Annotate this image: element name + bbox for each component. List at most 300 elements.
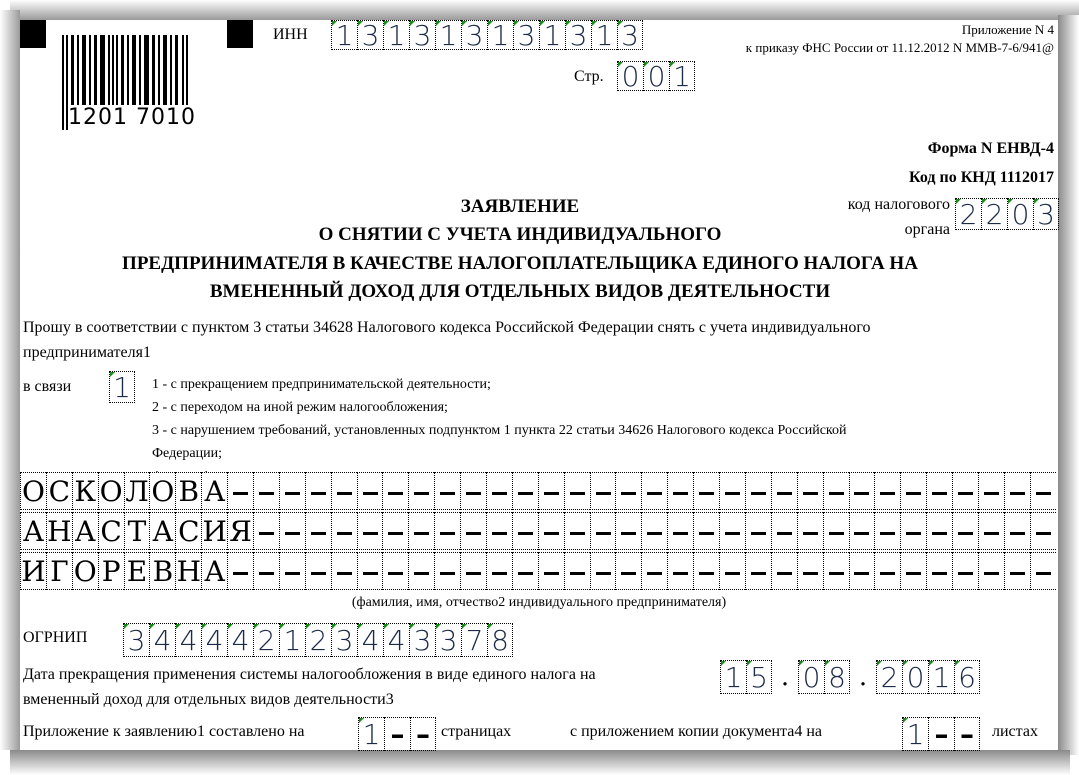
digit-value: 3 xyxy=(517,19,536,52)
letter-cell[interactable] xyxy=(46,512,72,550)
digit-cell[interactable] xyxy=(902,717,928,751)
empty-cell[interactable] xyxy=(538,472,564,510)
empty-cell[interactable] xyxy=(745,552,771,590)
letter-value: О xyxy=(21,475,45,508)
dash-icon xyxy=(311,572,326,575)
page-number-field[interactable] xyxy=(617,61,695,91)
empty-cell[interactable] xyxy=(849,512,875,550)
digit-cell[interactable] xyxy=(253,623,279,657)
empty-cell[interactable] xyxy=(952,472,978,510)
digit-cell[interactable] xyxy=(539,20,565,50)
empty-cell[interactable] xyxy=(771,512,797,550)
corner-mark-icon xyxy=(540,21,545,26)
empty-cell[interactable] xyxy=(900,512,926,550)
empty-cell[interactable] xyxy=(823,552,849,590)
corner-mark-icon xyxy=(436,21,441,26)
digit-cell[interactable] xyxy=(227,623,253,657)
digit-cell[interactable] xyxy=(435,623,461,657)
letter-cell[interactable] xyxy=(175,472,201,510)
digit-cell[interactable] xyxy=(175,623,201,657)
empty-cell[interactable] xyxy=(408,472,434,510)
digit-cell[interactable] xyxy=(123,623,149,657)
empty-cell[interactable] xyxy=(434,472,460,510)
empty-cell[interactable] xyxy=(434,512,460,550)
digit-cell[interactable] xyxy=(1033,198,1059,230)
corner-mark-icon xyxy=(110,372,115,377)
digit-cell[interactable] xyxy=(487,623,513,657)
corner-mark-icon xyxy=(903,718,908,723)
digit-cell[interactable] xyxy=(358,717,384,751)
digit-cell[interactable] xyxy=(669,61,695,91)
empty-cell[interactable] xyxy=(486,552,512,590)
name-field[interactable] xyxy=(20,512,1056,550)
empty-cell[interactable] xyxy=(564,552,590,590)
empty-cell[interactable] xyxy=(408,552,434,590)
empty-cell[interactable] xyxy=(305,552,331,590)
dash-icon xyxy=(725,492,740,495)
digit-cell[interactable] xyxy=(513,20,539,50)
dash-icon xyxy=(544,492,559,495)
letter-cell[interactable] xyxy=(124,472,150,510)
dash-icon xyxy=(259,572,274,575)
digit-cell[interactable] xyxy=(487,20,513,50)
dash-icon xyxy=(311,492,326,495)
attachment-text-2: страницах xyxy=(441,723,512,740)
digit-cell[interactable] xyxy=(409,20,435,50)
empty-cell[interactable] xyxy=(331,512,357,550)
empty-cell[interactable] xyxy=(512,552,538,590)
corner-mark-icon xyxy=(903,661,908,666)
tax-authority-label-2: органа xyxy=(904,221,950,238)
empty-cell[interactable] xyxy=(667,552,693,590)
reason-code-field[interactable] xyxy=(109,371,135,403)
empty-cell[interactable] xyxy=(797,512,823,550)
empty-cell[interactable] xyxy=(745,472,771,510)
corner-mark-icon xyxy=(592,21,597,26)
month-field[interactable] xyxy=(798,660,850,694)
empty-cell[interactable] xyxy=(771,552,797,590)
shadow-bottom xyxy=(10,750,1070,775)
empty-cell[interactable] xyxy=(538,552,564,590)
empty-cell[interactable] xyxy=(460,512,486,550)
empty-cell[interactable] xyxy=(279,472,305,510)
letter-value: И xyxy=(21,555,46,588)
ogrnip-field[interactable] xyxy=(123,623,513,657)
empty-cell[interactable] xyxy=(719,552,745,590)
dash-icon xyxy=(932,532,947,535)
digit-cell[interactable] xyxy=(591,20,617,50)
dash-icon xyxy=(1036,532,1051,535)
digit-value: 1 xyxy=(362,718,381,751)
empty-cell[interactable] xyxy=(641,472,667,510)
digit-cell[interactable] xyxy=(798,660,824,694)
digit-value: 3 xyxy=(127,624,146,657)
digit-value: 0 xyxy=(906,661,925,694)
empty-cell[interactable] xyxy=(486,472,512,510)
dash-icon xyxy=(337,572,352,575)
digit-cell[interactable] xyxy=(279,623,305,657)
corner-mark-icon xyxy=(618,21,623,26)
empty-cell[interactable] xyxy=(253,552,279,590)
dash-icon xyxy=(544,572,559,575)
dash-icon xyxy=(777,572,792,575)
corner-mark-icon xyxy=(566,21,571,26)
letter-value: С xyxy=(100,515,122,548)
digit-cell[interactable] xyxy=(435,20,461,50)
knd-code: Код по КНД 1112017 xyxy=(909,169,1054,186)
letter-cell[interactable] xyxy=(72,552,98,590)
letter-cell[interactable] xyxy=(72,512,98,550)
empty-cell[interactable] xyxy=(978,512,1004,550)
empty-cell[interactable] xyxy=(667,512,693,550)
attachment-text-1: Приложение к заявлению1 составлено на xyxy=(23,723,305,740)
empty-cell[interactable] xyxy=(641,552,667,590)
empty-cell[interactable] xyxy=(1004,472,1030,510)
corner-mark-icon xyxy=(202,624,207,629)
dash-icon xyxy=(388,572,403,575)
digit-value: 0 xyxy=(1011,198,1030,231)
letter-cell[interactable] xyxy=(149,512,175,550)
empty-cell[interactable] xyxy=(382,552,408,590)
empty-cell[interactable] xyxy=(823,512,849,550)
letter-cell[interactable] xyxy=(72,472,98,510)
reason-label: в связи xyxy=(23,378,72,395)
digit-cell[interactable] xyxy=(149,623,175,657)
empty-cell[interactable] xyxy=(900,552,926,590)
empty-cell[interactable] xyxy=(590,472,616,510)
digit-value: 4 xyxy=(205,624,224,657)
corner-mark-icon xyxy=(644,62,649,67)
digit-value: 3 xyxy=(413,19,432,52)
digit-cell[interactable] xyxy=(410,717,436,751)
attachment-sheets-field[interactable] xyxy=(902,717,980,751)
dash-icon xyxy=(596,532,611,535)
letter-cell[interactable] xyxy=(46,552,72,590)
dash-icon xyxy=(363,532,378,535)
letter-value: В xyxy=(152,555,174,588)
dash-icon xyxy=(363,572,378,575)
empty-cell[interactable] xyxy=(849,472,875,510)
title-line-3: ПРЕДПРИНИМАТЕЛЯ В КАЧЕСТВЕ НАЛОГОПЛАТЕЛЬЩИКА ЕДИНОГО НАЛОГА НА xyxy=(122,253,918,274)
empty-cell[interactable] xyxy=(797,552,823,590)
dash-icon xyxy=(337,532,352,535)
empty-cell[interactable] xyxy=(331,552,357,590)
digit-cell[interactable] xyxy=(384,717,410,751)
digit-cell[interactable] xyxy=(720,660,746,694)
empty-cell[interactable] xyxy=(745,512,771,550)
empty-cell[interactable] xyxy=(1004,552,1030,590)
letter-cell[interactable] xyxy=(175,552,201,590)
empty-cell[interactable] xyxy=(564,472,590,510)
dash-icon xyxy=(570,492,585,495)
letter-cell[interactable] xyxy=(124,552,150,590)
empty-cell[interactable] xyxy=(253,472,279,510)
empty-cell[interactable] xyxy=(564,512,590,550)
empty-cell[interactable] xyxy=(615,472,641,510)
dash-icon xyxy=(699,492,714,495)
reason-option-1: 1 - с прекращением предпринимательской деятельности; xyxy=(152,377,491,392)
corner-marker-right xyxy=(227,20,253,48)
title-line-2: О СНЯТИИ С УЧЕТА ИНДИВИДУАЛЬНОГО xyxy=(318,224,722,245)
dash-icon xyxy=(492,492,507,495)
letter-value: А xyxy=(74,515,96,548)
digit-cell[interactable] xyxy=(643,61,669,91)
dash-icon xyxy=(673,532,688,535)
letter-value: Я xyxy=(229,515,252,548)
empty-cell[interactable] xyxy=(641,512,667,550)
termination-line-1: Дата прекращения применения системы налогообложения в виде единого налога на xyxy=(23,666,596,683)
empty-cell[interactable] xyxy=(305,512,331,550)
letter-cell[interactable] xyxy=(98,512,124,550)
digit-value: 3 xyxy=(335,624,354,657)
digit-value: 1 xyxy=(595,19,614,52)
empty-cell[interactable] xyxy=(382,512,408,550)
digit-value: 1 xyxy=(113,371,131,404)
corner-mark-icon xyxy=(877,661,882,666)
empty-cell[interactable] xyxy=(926,472,952,510)
empty-cell[interactable] xyxy=(253,512,279,550)
dash-icon xyxy=(699,532,714,535)
empty-cell[interactable] xyxy=(408,512,434,550)
patronymic-field[interactable] xyxy=(20,552,1056,590)
digit-cell[interactable] xyxy=(954,660,980,694)
dash-icon xyxy=(596,492,611,495)
letter-value: Р xyxy=(101,555,121,588)
year-field[interactable] xyxy=(876,660,980,694)
digit-value: 1 xyxy=(906,718,925,751)
empty-cell[interactable] xyxy=(1004,512,1030,550)
empty-cell[interactable] xyxy=(900,472,926,510)
date-separator: . xyxy=(858,662,868,692)
digit-cell[interactable] xyxy=(824,660,850,694)
letter-value: А xyxy=(22,515,45,548)
letter-cell[interactable] xyxy=(175,512,201,550)
letter-cell[interactable] xyxy=(46,472,72,510)
dash-icon xyxy=(440,492,455,495)
digit-cell[interactable] xyxy=(902,660,928,694)
dash-icon xyxy=(285,532,300,535)
empty-cell[interactable] xyxy=(460,472,486,510)
dash-icon xyxy=(751,492,766,495)
dash-icon xyxy=(725,532,740,535)
digit-value: 2 xyxy=(309,624,328,657)
digit-cell[interactable] xyxy=(331,20,357,50)
digit-cell[interactable] xyxy=(383,623,409,657)
empty-cell[interactable] xyxy=(357,472,383,510)
dash-icon xyxy=(466,532,481,535)
corner-mark-icon xyxy=(514,21,519,26)
empty-cell[interactable] xyxy=(952,512,978,550)
digit-cell[interactable] xyxy=(617,61,643,91)
empty-cell[interactable] xyxy=(538,512,564,550)
empty-cell[interactable] xyxy=(615,552,641,590)
empty-cell[interactable] xyxy=(357,552,383,590)
corner-mark-icon xyxy=(150,624,155,629)
empty-cell[interactable] xyxy=(486,512,512,550)
letter-cell[interactable] xyxy=(149,472,175,510)
digit-value: 5 xyxy=(750,661,768,694)
dash-icon xyxy=(1010,572,1025,575)
digit-value: 3 xyxy=(1037,198,1055,231)
empty-cell[interactable] xyxy=(279,512,305,550)
letter-cell[interactable] xyxy=(98,552,124,590)
empty-cell[interactable] xyxy=(952,552,978,590)
digit-value: – xyxy=(934,718,949,751)
empty-cell[interactable] xyxy=(331,472,357,510)
empty-cell[interactable] xyxy=(434,552,460,590)
digit-cell[interactable] xyxy=(565,20,591,50)
letter-cell[interactable] xyxy=(201,512,227,550)
dash-icon xyxy=(363,492,378,495)
empty-cell[interactable] xyxy=(382,472,408,510)
letter-cell[interactable] xyxy=(20,512,46,550)
digit-value: 4 xyxy=(153,624,172,657)
digit-value: 8 xyxy=(491,624,509,657)
empty-cell[interactable] xyxy=(1030,472,1056,510)
digit-cell[interactable] xyxy=(305,623,331,657)
empty-cell[interactable] xyxy=(849,552,875,590)
digit-cell[interactable] xyxy=(331,623,357,657)
digit-value: 3 xyxy=(413,624,432,657)
empty-cell[interactable] xyxy=(926,552,952,590)
digit-cell[interactable] xyxy=(357,623,383,657)
digit-value: 2 xyxy=(257,624,276,657)
digit-value: 7 xyxy=(465,624,484,657)
letter-cell[interactable] xyxy=(201,552,227,590)
corner-mark-icon xyxy=(1034,199,1039,204)
empty-cell[interactable] xyxy=(823,472,849,510)
letter-cell[interactable] xyxy=(227,512,253,550)
digit-cell[interactable] xyxy=(928,717,954,751)
empty-cell[interactable] xyxy=(1030,512,1056,550)
empty-cell[interactable] xyxy=(874,552,900,590)
digit-cell[interactable] xyxy=(954,717,980,751)
dash-icon xyxy=(311,532,326,535)
digit-cell[interactable] xyxy=(746,660,772,694)
empty-cell[interactable] xyxy=(693,472,719,510)
letter-value: Н xyxy=(47,515,72,548)
digit-cell[interactable] xyxy=(876,660,902,694)
empty-cell[interactable] xyxy=(512,472,538,510)
empty-cell[interactable] xyxy=(227,552,253,590)
dash-icon xyxy=(932,572,947,575)
page-label: Стр. xyxy=(574,68,604,85)
empty-cell[interactable] xyxy=(357,512,383,550)
letter-value: Л xyxy=(125,475,149,508)
empty-cell[interactable] xyxy=(460,552,486,590)
barcode-number: 1201 7010 xyxy=(68,105,196,130)
digit-cell[interactable] xyxy=(109,371,135,403)
digit-cell[interactable] xyxy=(928,660,954,694)
letter-value: Г xyxy=(50,555,69,588)
empty-cell[interactable] xyxy=(978,552,1004,590)
digit-cell[interactable] xyxy=(357,20,383,50)
corner-marker-left xyxy=(20,20,46,48)
empty-cell[interactable] xyxy=(874,512,900,550)
reason-option-2: 2 - с переходом на иной режим налогообложения; xyxy=(152,400,448,415)
dash-icon xyxy=(725,572,740,575)
dash-icon xyxy=(829,492,844,495)
dash-icon xyxy=(958,532,973,535)
termination-date-field[interactable] xyxy=(720,660,980,694)
empty-cell[interactable] xyxy=(797,472,823,510)
dash-icon xyxy=(544,532,559,535)
surname-field[interactable] xyxy=(20,472,1056,510)
letter-cell[interactable] xyxy=(201,472,227,510)
digit-cell[interactable] xyxy=(461,623,487,657)
digit-cell[interactable] xyxy=(201,623,227,657)
digit-cell[interactable] xyxy=(617,20,643,50)
empty-cell[interactable] xyxy=(874,472,900,510)
corner-mark-icon xyxy=(306,624,311,629)
letter-cell[interactable] xyxy=(98,472,124,510)
corner-mark-icon xyxy=(254,624,259,629)
digit-value: 4 xyxy=(387,624,406,657)
empty-cell[interactable] xyxy=(693,552,719,590)
empty-cell[interactable] xyxy=(227,472,253,510)
letter-value: Н xyxy=(176,555,201,588)
letter-cell[interactable] xyxy=(20,472,46,510)
empty-cell[interactable] xyxy=(1030,552,1056,590)
dash-icon xyxy=(1036,572,1051,575)
letter-cell[interactable] xyxy=(20,552,46,590)
empty-cell[interactable] xyxy=(667,472,693,510)
empty-cell[interactable] xyxy=(590,552,616,590)
letter-cell[interactable] xyxy=(124,512,150,550)
dash-icon xyxy=(854,492,869,495)
letter-value: А xyxy=(204,555,226,588)
shadow-right xyxy=(1058,15,1079,755)
corner-mark-icon xyxy=(332,21,337,26)
letter-cell[interactable] xyxy=(149,552,175,590)
corner-mark-icon xyxy=(332,624,337,629)
empty-cell[interactable] xyxy=(615,512,641,550)
request-line-1: Прошу в соответствии с пунктом 3 статьи 34628 Налогового кодекса Российской Федерации снять с учета индивидуального xyxy=(23,319,871,336)
digit-value: 2 xyxy=(985,198,1004,231)
letter-value: С xyxy=(178,515,200,548)
inn-field[interactable] xyxy=(331,20,643,50)
dash-icon xyxy=(803,532,818,535)
reason-option-3-cont: Федерации; xyxy=(152,446,223,461)
digit-cell[interactable] xyxy=(461,20,487,50)
empty-cell[interactable] xyxy=(926,512,952,550)
dash-icon xyxy=(906,532,921,535)
empty-cell[interactable] xyxy=(719,472,745,510)
ogrnip-label: ОГРНИП xyxy=(23,629,88,646)
empty-cell[interactable] xyxy=(279,552,305,590)
digit-value: 2 xyxy=(959,198,978,231)
dash-icon xyxy=(233,572,248,575)
digit-cell[interactable] xyxy=(409,623,435,657)
empty-cell[interactable] xyxy=(693,512,719,550)
empty-cell[interactable] xyxy=(978,472,1004,510)
letter-value: С xyxy=(48,475,71,508)
dash-icon xyxy=(414,572,429,575)
dash-icon xyxy=(647,532,662,535)
dash-icon xyxy=(984,492,999,495)
empty-cell[interactable] xyxy=(512,512,538,550)
attachment-pages-field[interactable] xyxy=(358,717,436,751)
letter-value: Т xyxy=(127,515,147,548)
digit-cell[interactable] xyxy=(383,20,409,50)
empty-cell[interactable] xyxy=(590,512,616,550)
empty-cell[interactable] xyxy=(719,512,745,550)
empty-cell[interactable] xyxy=(305,472,331,510)
empty-cell[interactable] xyxy=(771,472,797,510)
barcode xyxy=(60,35,204,130)
day-field[interactable] xyxy=(720,660,772,694)
dash-icon xyxy=(1010,492,1025,495)
